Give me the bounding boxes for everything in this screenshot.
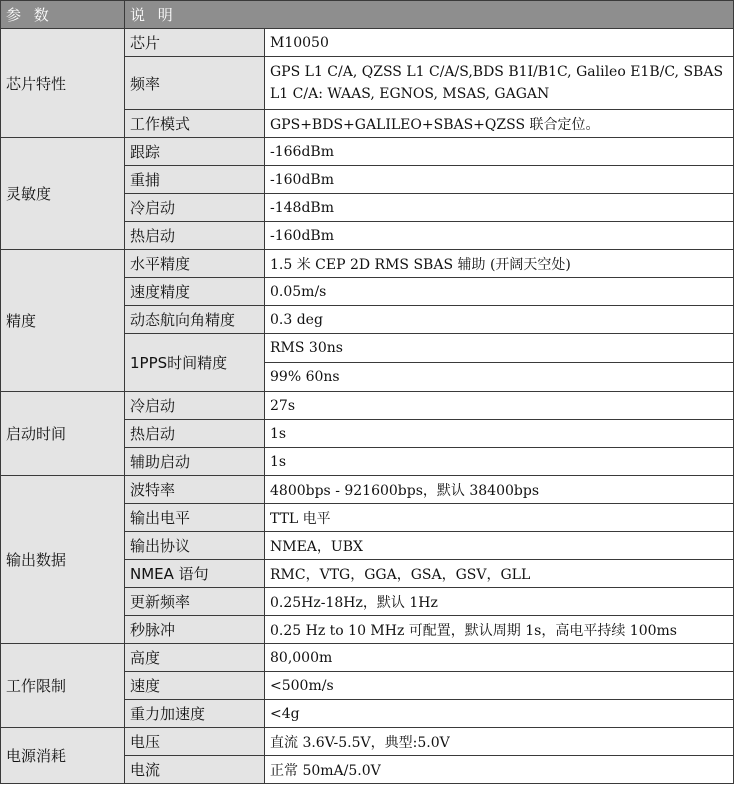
param-label: 高度 xyxy=(125,644,265,672)
param-value: -160dBm xyxy=(265,222,734,250)
param-value: RMS 30ns xyxy=(265,334,734,363)
param-value: <4g xyxy=(265,700,734,728)
param-label: 跟踪 xyxy=(125,138,265,166)
param-label: 水平精度 xyxy=(125,250,265,278)
param-label: 芯片 xyxy=(125,29,265,57)
param-value: -160dBm xyxy=(265,166,734,194)
category-sensitivity: 灵敏度 xyxy=(1,138,125,250)
param-value: GPS L1 C/A, QZSS L1 C/A/S,BDS B1I/B1C, Galileo E1B/C, SBAS L1 C/A: WAAS, EGNOS, MSAS, GAGAN xyxy=(265,57,734,110)
param-label: 频率 xyxy=(125,57,265,110)
param-label: 重捕 xyxy=(125,166,265,194)
header-param: 参 数 xyxy=(1,1,125,29)
table-row xyxy=(1,250,734,278)
param-label: NMEA 语句 xyxy=(125,560,265,588)
param-label: 1PPS时间精度 xyxy=(125,334,265,392)
table-header-row xyxy=(1,1,734,29)
param-label: 速度精度 xyxy=(125,278,265,306)
table-row xyxy=(1,392,734,420)
category-power-consumption: 电源消耗 xyxy=(1,728,125,784)
param-value: 0.25Hz-18Hz，默认 1Hz xyxy=(265,588,734,616)
param-value: GPS+BDS+GALILEO+SBAS+QZSS 联合定位。 xyxy=(265,110,734,138)
category-operating-limits: 工作限制 xyxy=(1,644,125,728)
param-value: -166dBm xyxy=(265,138,734,166)
param-value: 0.05m/s xyxy=(265,278,734,306)
param-value: NMEA，UBX xyxy=(265,532,734,560)
param-value: M10050 xyxy=(265,29,734,57)
param-value: -148dBm xyxy=(265,194,734,222)
param-value: 1s xyxy=(265,420,734,448)
table-row xyxy=(1,138,734,166)
param-label: 动态航向角精度 xyxy=(125,306,265,334)
param-value: 正常 50mA/5.0V xyxy=(265,756,734,784)
param-label: 热启动 xyxy=(125,420,265,448)
table-row xyxy=(1,728,734,756)
table-row xyxy=(1,644,734,672)
category-accuracy: 精度 xyxy=(1,250,125,392)
param-label: 工作模式 xyxy=(125,110,265,138)
table-row xyxy=(1,29,734,57)
param-label: 更新频率 xyxy=(125,588,265,616)
param-value: 80,000m xyxy=(265,644,734,672)
param-value: 27s xyxy=(265,392,734,420)
param-value: 1.5 米 CEP 2D RMS SBAS 辅助 (开阔天空处) xyxy=(265,250,734,278)
category-start-time: 启动时间 xyxy=(1,392,125,476)
param-value: 直流 3.6V-5.5V，典型:5.0V xyxy=(265,728,734,756)
category-chip: 芯片特性 xyxy=(1,29,125,138)
param-value: 4800bps - 921600bps，默认 38400bps xyxy=(265,476,734,504)
param-value: TTL 电平 xyxy=(265,504,734,532)
param-label: 输出协议 xyxy=(125,532,265,560)
param-value: RMC，VTG，GGA，GSA，GSV，GLL xyxy=(265,560,734,588)
param-label: 冷启动 xyxy=(125,392,265,420)
param-label: 热启动 xyxy=(125,222,265,250)
param-value: 99% 60ns xyxy=(265,363,734,392)
param-value: 1s xyxy=(265,448,734,476)
param-label: 秒脉冲 xyxy=(125,616,265,644)
param-label: 电压 xyxy=(125,728,265,756)
category-output-data: 输出数据 xyxy=(1,476,125,644)
param-label: 辅助启动 xyxy=(125,448,265,476)
param-value: <500m/s xyxy=(265,672,734,700)
param-label: 速度 xyxy=(125,672,265,700)
param-label: 电流 xyxy=(125,756,265,784)
param-label: 冷启动 xyxy=(125,194,265,222)
param-value: 0.3 deg xyxy=(265,306,734,334)
param-value: 0.25 Hz to 10 MHz 可配置，默认周期 1s，高电平持续 100ms xyxy=(265,616,734,644)
table-row xyxy=(1,476,734,504)
header-desc: 说 明 xyxy=(125,1,734,29)
param-label: 重力加速度 xyxy=(125,700,265,728)
param-label: 波特率 xyxy=(125,476,265,504)
param-label: 输出电平 xyxy=(125,504,265,532)
